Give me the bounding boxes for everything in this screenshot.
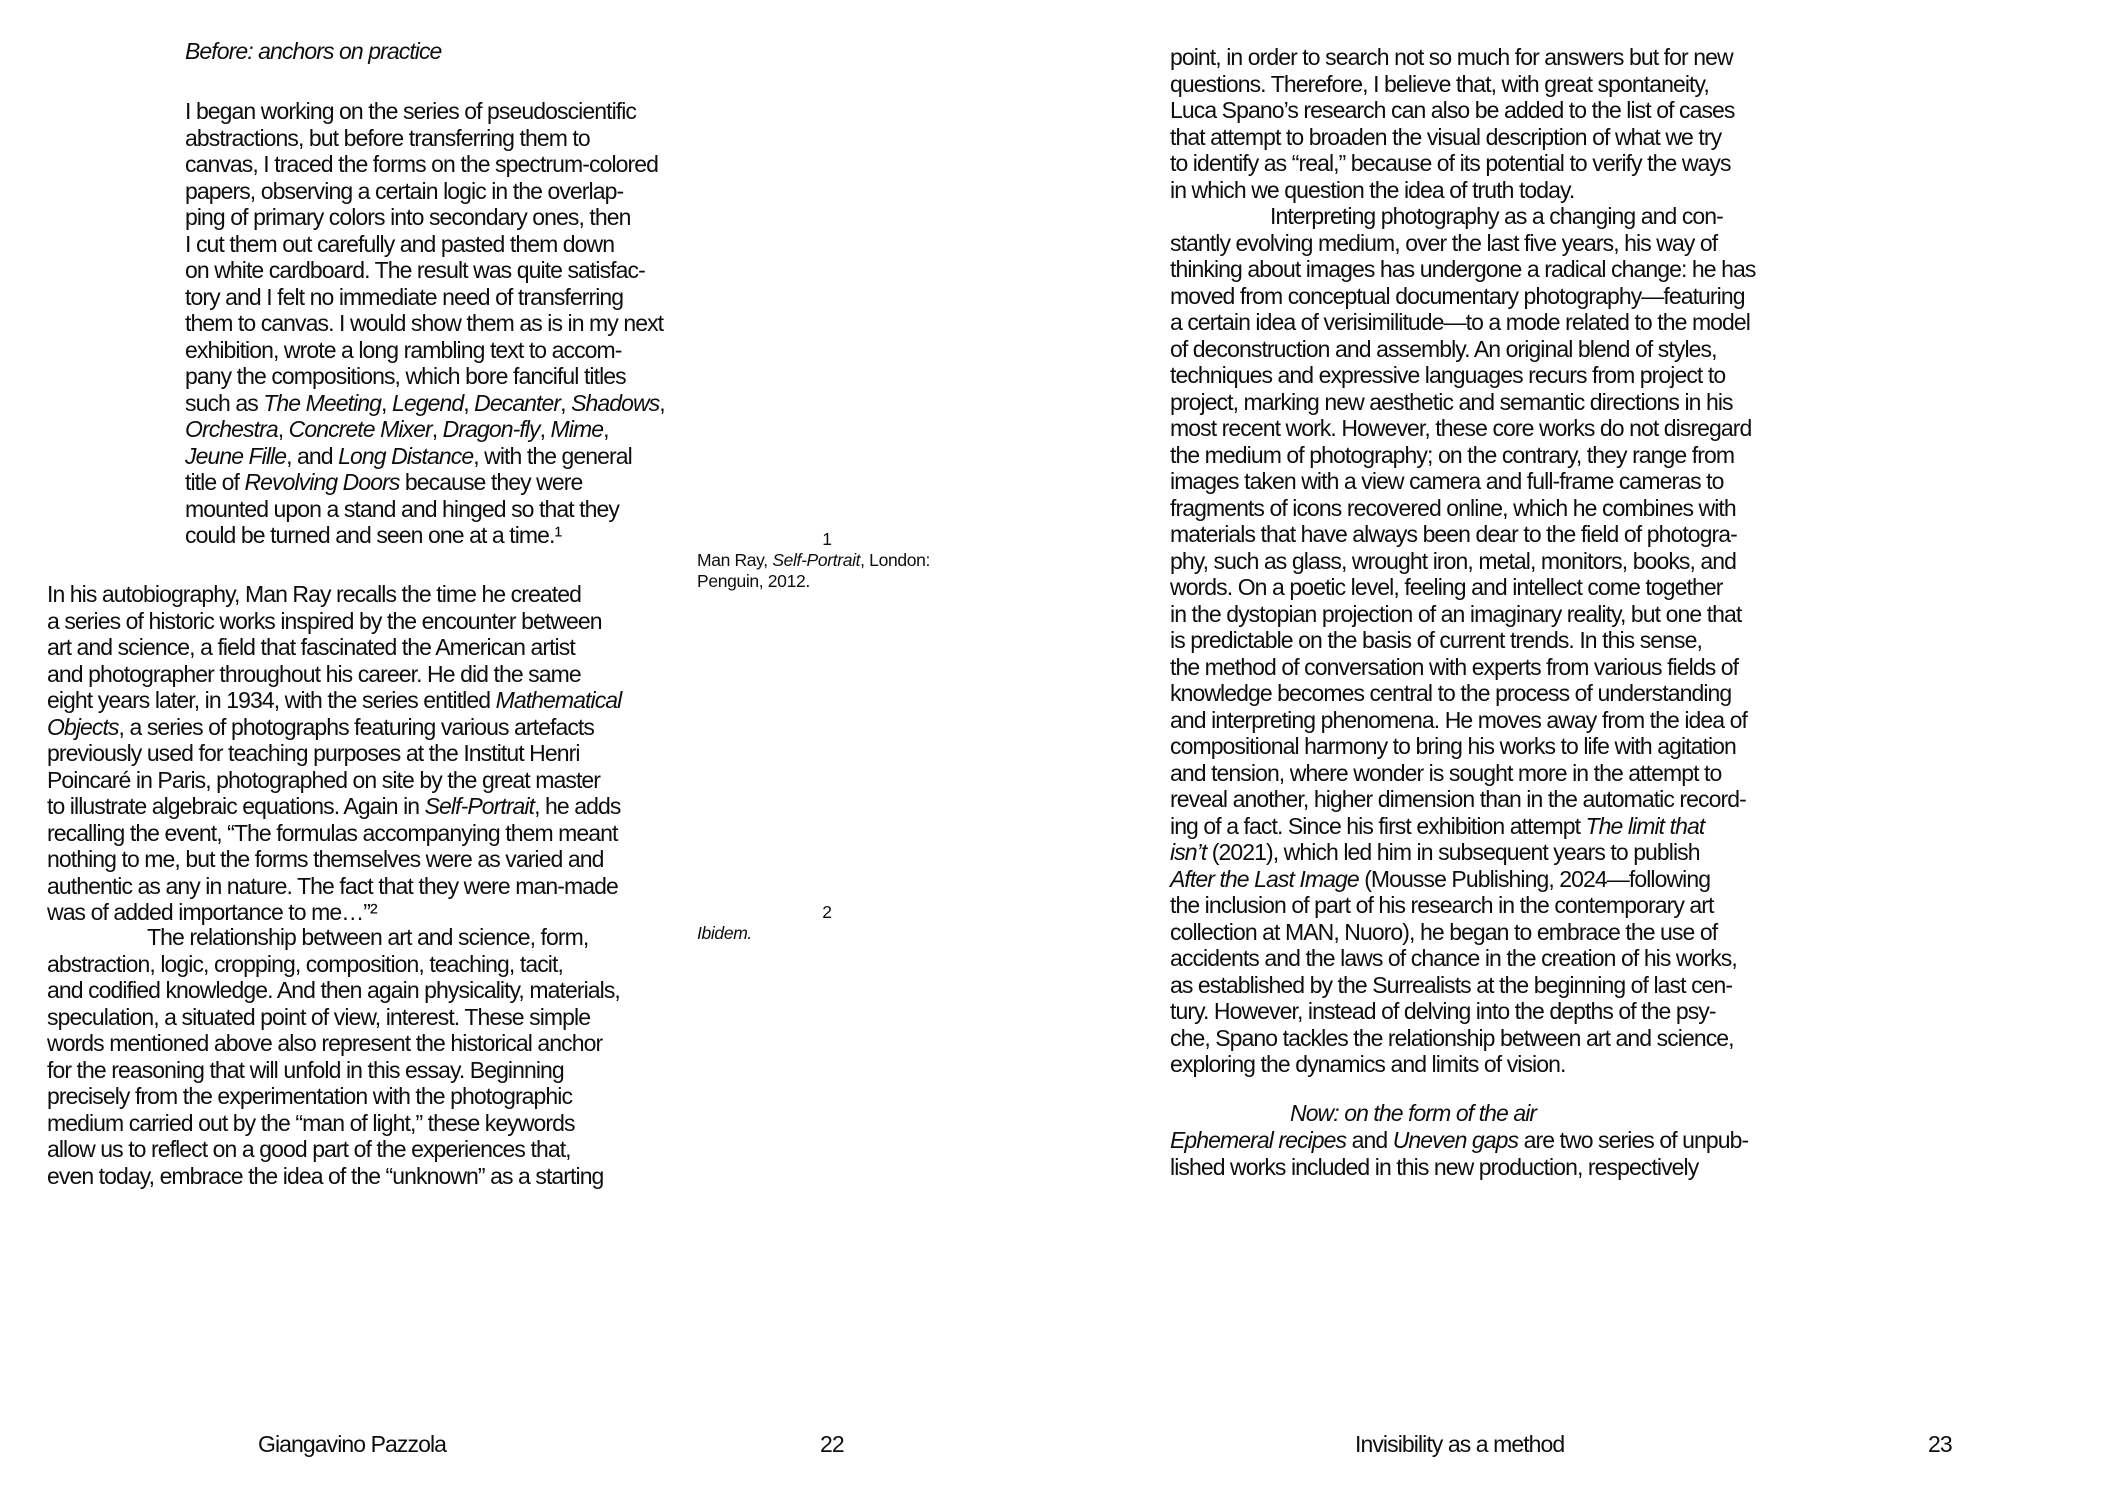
footnote-2-number: 2 — [822, 902, 832, 922]
paragraph-relationship: The relationship between art and science, form, abstraction, logic, cropping, composition, teaching, tacit, and codified knowledge. And then again physicality, materials, speculation, a situated point of view, interest. These simple words mentioned above also represent the historical anchor for the reasoning that will unfold in this essay. Beginning precisely from the experimentation with the photographic medium carried out by the “man of light,” these keywords allow us to reflect on a good part of the experiences that, even today, embrace the idea of the “unknown” as a starting — [47, 924, 620, 1189]
footnote-1 — [697, 529, 957, 592]
paragraph-now: Ephemeral recipes and Uneven gaps are two series of unpub- lished works included in this new production, respectively — [1170, 1127, 1749, 1180]
footer-running-title: Invisibility as a method — [1355, 1431, 1565, 1457]
paragraph-interpreting: Interpreting photography as a changing and con- stantly evolving medium, over the last five years, his way of thinking about images has undergone a radical change: he has moved from conceptual documentary photography—featuring a certain idea of verisimilitude—to a mode related to the model of deconstruction and assembly. An original blend of styles, techniques and expressive languages recurs from project to project, marking new aesthetic and semantic directions in his most recent work. However, these core works do not disregard the medium of photography; on the contrary, they range from images taken with a view camera and full-frame cameras to fragments of icons recovered online, which he combines with materials that have always been dear to the field of photogra- phy, such as glass, wrought iron, metal, monitors, books, and words. On a poetic level, feeling and intellect come together in the dystopian projection of an imaginary reality, but one that is predictable on the basis of current trends. In this sense, the method of conversation with experts from various fields of knowledge becomes central to the process of understanding and interpreting phenomena. He moves away from the idea of compositional harmony to bring his works to life with agitation and tension, where wonder is sought more in the attempt to reveal another, higher dimension than in the automatic record- ing of a fact. Since his first exhibition attempt The limit that isn’t (2021), which led him in subsequent years to publish After the Last Image (Mousse Publishing, 2024—following the inclusion of part of his research in the contemporary art collection at MAN, Nuoro), he began to embrace the use of accidents and the laws of chance in the creation of his works, as established by the Surrealists at the beginning of last cen- tury. However, instead of delving into the depths of the psy- che, Spano tackles the relationship between art and science, exploring the dynamics and limits of vision. — [1170, 203, 1756, 1077]
section-heading-before: Before: anchors on practice — [185, 38, 442, 64]
footnote-2 — [697, 902, 957, 944]
footer-page-number-right: 23 — [1928, 1431, 1952, 1457]
paragraph-continuation: point, in order to search not so much for answers but for new questions. Therefore, I believe that, with great spontaneity, Luca Spano’s research can also be added to the list of cases that attempt to broaden the visual description of what we try to identify as “real,” because of its potential to verify the ways in which we question the idea of truth today. — [1170, 44, 1735, 203]
footer-page-number-left: 22 — [820, 1431, 844, 1457]
paragraph-autobiography: In his autobiography, Man Ray recalls the time he created a series of historic works inspired by the encounter between art and science, a field that fascinated the American artist and photographer throughout his career. He did the same eight years later, in 1934, with the series entitled Mathematical Objects, a series of photographs featuring various artefacts previously used for teaching purposes at the Institut Henri Poincaré in Paris, photographed on site by the great master to illustrate algebraic equations. Again in Self-Portrait, he adds recalling the event, “The formulas accompanying them meant nothing to me, but the forms themselves were as varied and authentic as any in nature. The fact that they were man-made was of added importance to me…”² — [47, 581, 622, 925]
footnote-1-number: 1 — [822, 529, 832, 549]
footer-author: Giangavino Pazzola — [258, 1431, 447, 1457]
blockquote-man-ray: I began working on the series of pseudoscientific abstractions, but before transferring them to canvas, I traced the forms on the spectrum-colored papers, observing a certain logic in the overlap- ping of primary colors into secondary ones, then I cut them out carefully and pasted them down on white cardboard. The result was quite satisfac- tory and I felt no immediate need of transferring them to canvas. I would show them as is in my next exhibition, wrote a long rambling text to accom- pany the compositions, which bore fanciful titles such as The Meeting, Legend, Decanter, Shadows, Orchestra, Concrete Mixer, Dragon-fly, Mime, Jeune Fille, and Long Distance, with the general title of Revolving Doors because they were mounted upon a stand and hinged so that they could be turned and seen one at a time.¹ — [185, 98, 665, 548]
footnote-2-text: Ibidem. — [697, 923, 752, 943]
footnote-1-text: Man Ray, Self-Portrait, London: Penguin, 2012. — [697, 550, 930, 591]
section-heading-now: Now: on the form of the air — [1290, 1100, 1537, 1126]
